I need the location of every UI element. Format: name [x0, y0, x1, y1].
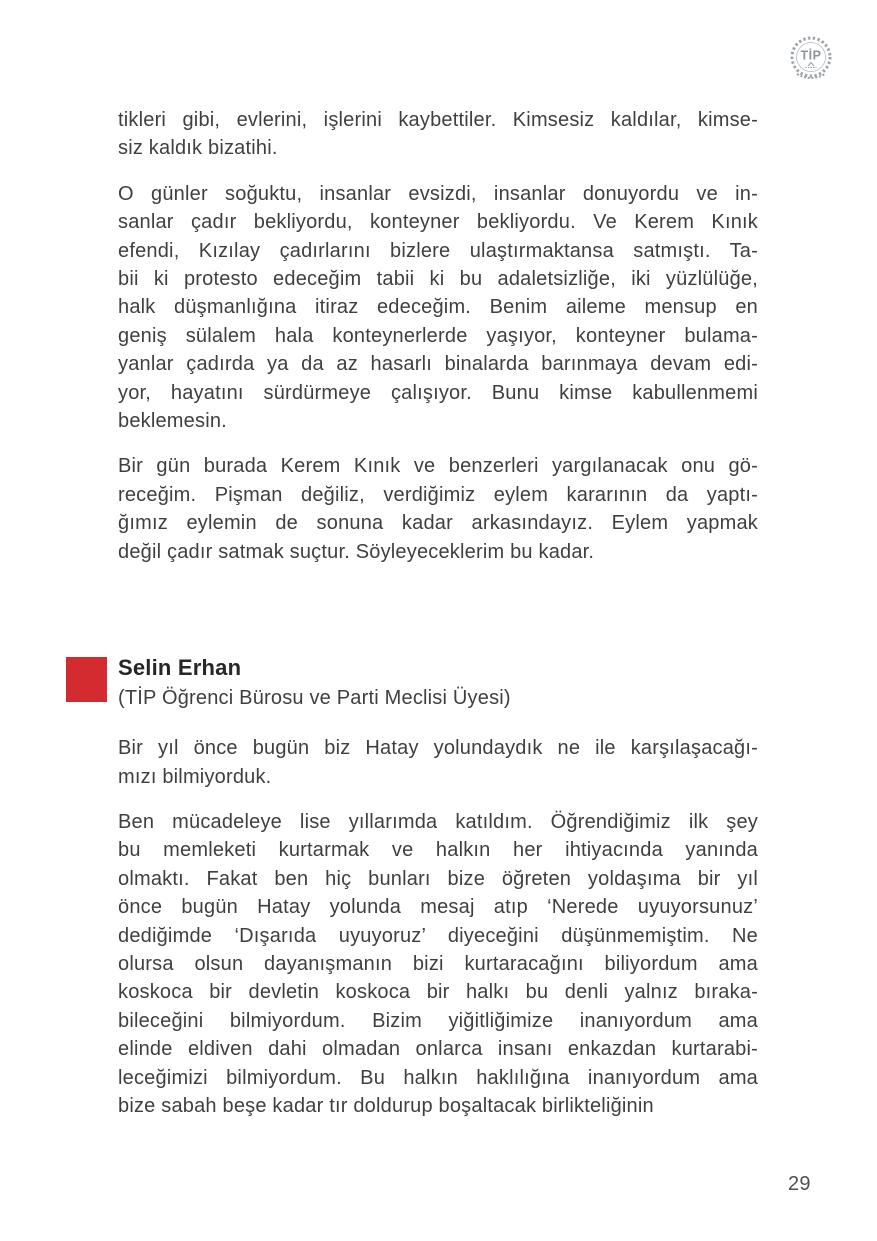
text-line: bii ki protesto edeceğim tabii ki bu adaletsizliğe, iki yüzlülüğe, [118, 268, 758, 291]
speaker-name: Selin Erhan [118, 655, 242, 681]
article-body [118, 106, 758, 1137]
text-line: siz kaldık bizatihi. [118, 137, 278, 160]
paragraph [118, 180, 758, 436]
text-line: Bir gün burada Kerem Kınık ve benzerleri yargılanacak onu gö- [118, 455, 758, 478]
speaker-accent-square [66, 657, 107, 702]
logo-abbr: TİP [800, 48, 822, 63]
text-line: Ben mücadeleye lise yıllarımda katıldım. Öğrendiğimiz ilk şey [118, 810, 758, 833]
text-line: koskoca bir devletin koskoca bir halkı bu denli yalnız bıraka- [118, 981, 758, 1004]
text-line: sanlar çadır bekliyordu, konteyner bekliyordu. Ve Kerem Kınık [118, 211, 758, 234]
paragraph [118, 734, 758, 791]
text-line: önce bugün Hatay yolunda mesaj atıp ‘Nerede uyuyorsunuz’ [118, 896, 758, 919]
text-line: bize sabah beşe kadar tır doldurup boşaltacak birlikteliğinin [118, 1094, 654, 1117]
text-line: ğımız eylemin de sonuna kadar arkasındayız. Eylem yapmak [118, 512, 758, 535]
paragraph [118, 452, 758, 566]
text-line: olursa olsun dayanışmanın bizi kurtaracağını biliyordum ama [118, 952, 758, 975]
text-line: leceğimizi bilmiyordum. Bu halkın haklılığına inanıyordum ama [118, 1066, 758, 1089]
text-line: O günler soğuktu, insanlar evsizdi, insanlar donuyordu ve in- [118, 182, 758, 205]
text-line: elinde eldiven dahi olmadan onlarca insanı enkazdan kurtarabi- [118, 1038, 758, 1061]
text-line: Bir yıl önce bugün biz Hatay yolundaydık ne ile karşılaşacağı- [118, 737, 758, 760]
text-line: bileceğini bilmiyordum. Bizim yiğitliğimize inanıyordum ama [118, 1009, 758, 1032]
paragraph [118, 808, 758, 1120]
text-line: mızı bilmiyorduk. [118, 765, 272, 788]
text-line: bu memleketi kurtarmak ve halkın her ihtiyacında yanında [118, 839, 758, 862]
divider-icon [808, 63, 814, 67]
text-line: efendi, Kızılay çadırlarını bizlere ulaştırmaktansa satmıştı. Ta- [118, 239, 758, 262]
tip-party-logo-icon [782, 30, 840, 88]
text-line: yor, hayatını sürdürmeye çalışıyor. Bunu kimse kabullenmemi [118, 381, 758, 404]
text-line: beklemesin. [118, 410, 227, 433]
text-line: receğim. Pişman değiliz, verdiğimiz eylem kararının da yaptı- [118, 483, 758, 506]
text-line: tikleri gibi, evlerini, işlerini kaybettiler. Kimsesiz kaldılar, kimse- [118, 109, 758, 131]
paragraph [118, 106, 758, 163]
text-line: geniş sülalem hala konteynerlerde yaşıyor, konteyner bulama- [118, 324, 758, 347]
text-line: yanlar çadırda ya da az hasarlı binalarda barınmaya devam edi- [118, 353, 758, 376]
text-line: dediğimde ‘Dışarıda uyuyoruz’ diyeceğini düşünmemiştim. Ne [118, 924, 758, 947]
text-line: olmaktı. Fakat ben hiç bunları bize öğreten yoldaşıma bir yıl [118, 867, 758, 890]
tip-party-logo [782, 30, 840, 88]
text-line: değil çadır satmak suçtur. Söyleyeceklerim bu kadar. [118, 540, 595, 563]
page-number: 29 [788, 1173, 811, 1195]
speaker-title: (TİP Öğrenci Bürosu ve Parti Meclisi Üyesi) [118, 687, 511, 710]
speaker-heading-block [118, 654, 758, 712]
text-line: halk düşmanlığına itiraz edeceğim. Benim aileme mensup en [118, 296, 758, 319]
